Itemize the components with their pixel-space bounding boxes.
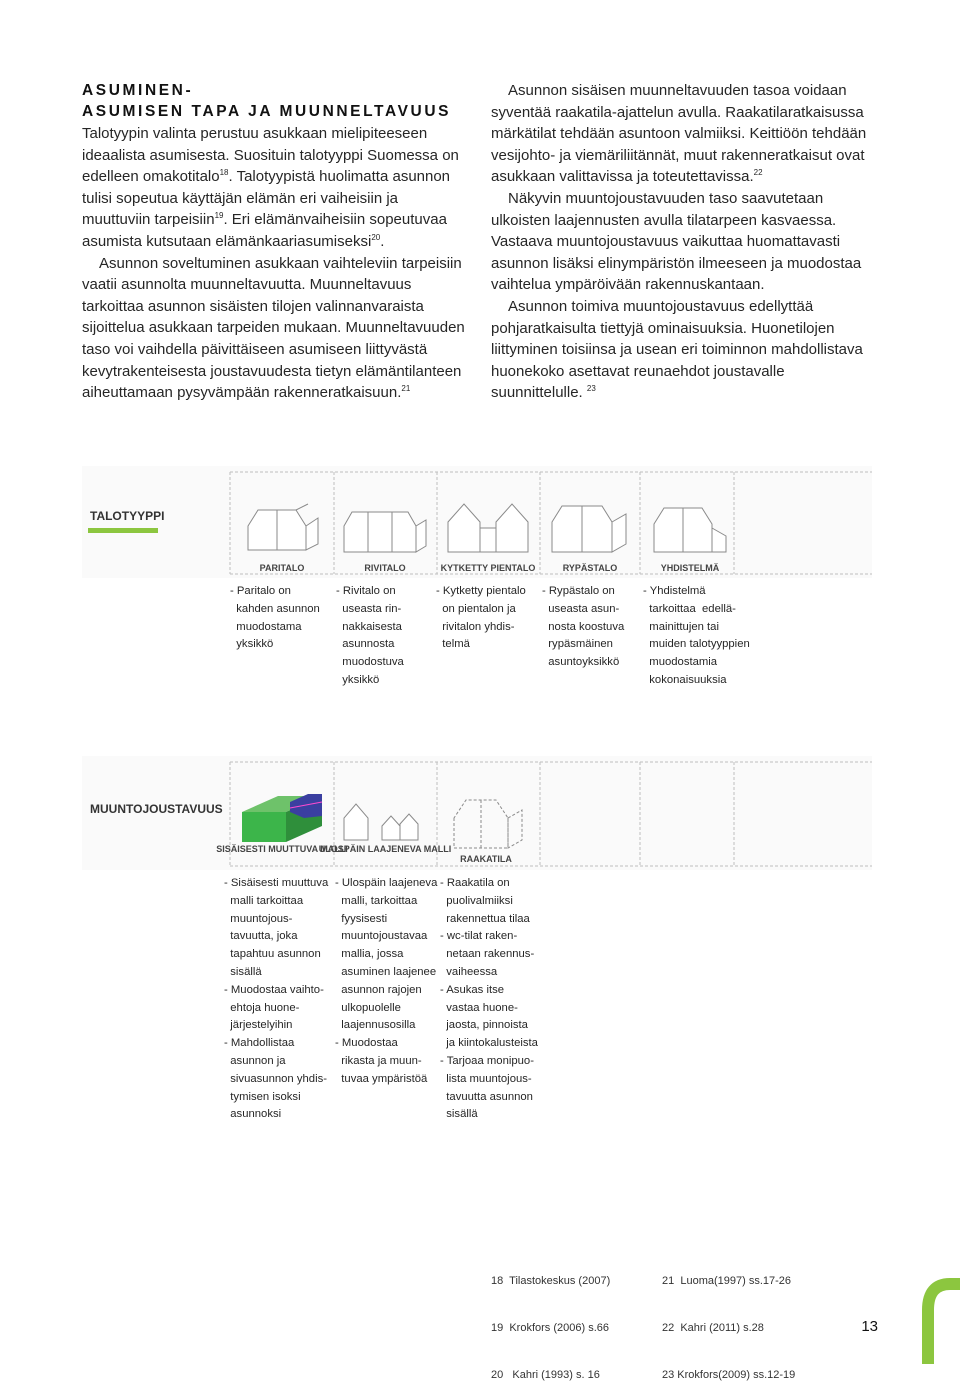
- right-paragraph-3: Asunnon toimiva muuntojoustavuus edellyttää pohjaratkaisulta tiettyjä ominaisuuksia. Huonetilojen liittyminen toisiinsa ja usean eri toiminnon mahdollistava huonekoko asettavat reunaehdot joustavalle suunnittelulle. $^{23}$: [491, 297, 863, 402]
- caption-sisaisesti-muuttuva: - Sisäisesti muuttuva malli tarkoittaa muuntojous- tavuutta, joka tapahtuu asunnon sisällä - Muodostaa vaihto- ehtoja huone- järjestelyihin - Mahdollistaa asunnon ja sivuasunnon yhdis- tymisen isoksi asunnoksi: [224, 877, 329, 1121]
- corner-arc-decoration: [900, 1270, 960, 1364]
- footnote-21: 21 Luoma(1997) ss.17-26: [662, 1274, 792, 1287]
- footnote-22: 22 Kahri (2011) s.28: [662, 1321, 764, 1334]
- panel-label-paritalo: PARITALO: [259, 563, 305, 573]
- panel-label-yhdistelma: YHDISTELMÄ: [660, 563, 720, 573]
- caption-yhdistelma: - Yhdistelmä tarkoittaa edellä- mainittujen tai muiden talotyyppien muodostamia kokonaisuuksia: [643, 585, 750, 686]
- talotyyppi-title: TALOTYYPPI: [90, 509, 165, 523]
- caption-ulospain-laajeneva: - Ulospäin laajeneva malli, tarkoittaa fyysisesti muuntojoustavaa mallia, jossa asuminen laajenee asunnon rajojen ulkopuolelle laajennusosilla - Muodostaa rikasta ja muun- tuvaa ympäristöä: [335, 877, 438, 1085]
- muuntojoustavuus-title: MUUNTOJOUSTAVUUS: [90, 802, 223, 816]
- caption-rypastalo: - Rypästalo on useasta asun- nosta koostuva rypäsmäinen asuntoyksikkö: [542, 585, 625, 669]
- right-paragraph-1: Asunnon sisäisen muunneltavuuden tasoa voidaan syventää raakatila-ajattelun avulla. Raakatilaratkaisussa märkätilat tehdään asuntoon valmiiksi. Keittiöön tehdään vesijohto- ja viemäriliitännät, muut rakenneratkaisut ovat asukkaan valittavissa ja toteutettavissa.$^{22}$: [491, 82, 867, 186]
- section-heading: [82, 80, 451, 122]
- panel-label-kytketty: KYTKETTY PIENTALO: [440, 563, 536, 573]
- footnotes-left: [491, 1242, 610, 1400]
- caption-raakatila: - Raakatila on puolivalmiiksi rakennettua tilaa - wc-tilat raken- netaan rakennus- vaiheessa - Asukas itse vastaa huone- jaosta, pinnoista ja kiintokalusteista - Tarjoaa monipuo- lista muuntojous- tavuutta asunnon sisällä: [440, 877, 538, 1121]
- muuntojoustavuus-diagram: [82, 756, 872, 870]
- footnotes-right: [662, 1242, 795, 1400]
- left-column: [82, 123, 470, 404]
- heading-line-2: ASUMISEN TAPA JA MUUNNELTAVUUS: [82, 103, 452, 120]
- right-paragraph-2: Näkyvin muuntojoustavuuden taso saavutetaan ulkoisten laajennusten avulla tilatarpeen kasvaessa. Vastaava muuntojoustavuus vaikuttaa huomattavasti asunnon lisäksi elinympäristön ilmeeseen ja muodostaa vaihtelua ympäröivään rakennuskantaan.: [491, 189, 862, 294]
- right-column: [491, 80, 879, 404]
- page-number: 13: [861, 1318, 878, 1335]
- panel-label-rivitalo: RIVITALO: [364, 563, 406, 573]
- left-paragraph-2: Asunnon soveltuminen asukkaan vaihteleviin tarpeisiin vaatii asunnolta muunneltavuutta. Muunneltavuus tarkoittaa asunnon sisäisten tilojen valinnanvaraista sijoittelua asukkaan tarpeiden mukaan. Muunneltavuuden taso voi vaihdella päivittäiseen asumiseen liittyvästä kevytrakenteisesta joustavuudesta tietyn elämäntilanteen aiheuttamaan pysyvämpään rakenneratkaisuun.$^{21}$: [82, 254, 465, 402]
- panel-label-rypastalo: RYPÄSTALO: [562, 563, 618, 573]
- caption-paritalo: - Paritalo on kahden asunnon muodostama yksikkö: [230, 585, 320, 651]
- accent-bar: [88, 528, 158, 533]
- panel-label-sisaisesti: SISÄISESTI MUUTTUVA MALLI: [216, 844, 348, 854]
- footnote-23: 23 Krokfors(2009) ss.12-19: [662, 1369, 796, 1382]
- caption-kytketty-pientalo: - Kytketty pientalo on pientalon ja rivitalon yhdis- telmä: [436, 585, 526, 651]
- caption-rivitalo: - Rivitalo on useasta rin- nakkaisesta asunnosta muodostuva yksikkö: [336, 585, 404, 686]
- heading-line-1: ASUMINEN-: [82, 82, 194, 99]
- panel-label-raakatila: RAAKATILA: [460, 854, 512, 864]
- panel-label-ulospain: ULOSPÄIN LAAJENEVA MALLI: [318, 844, 452, 854]
- left-paragraph-1: Talotyypin valinta perustuu asukkaan mielipiteeseen ideaalista asumisesta. Suosituin talotyyppi Suomessa on edelleen omakotitalo$^{18}$. Talotyypistä huolimatta asunnon tulisi sopeutua käyttäjän elämän eri vaiheisiin ja muuttuviin tarpeisiin$^{19}$. Eri elämänvaiheisiin sopeutuvaa asumista kutsutaan elämänkaariasumiseksi$^{20}$.: [82, 125, 459, 250]
- footnote-19: 19 Krokfors (2006) s.66: [491, 1321, 610, 1334]
- talotyyppi-diagram: [82, 466, 872, 578]
- footnote-18: 18 Tilastokeskus (2007): [491, 1274, 611, 1287]
- footnote-20: 20 Kahri (1993) s. 16: [491, 1369, 600, 1382]
